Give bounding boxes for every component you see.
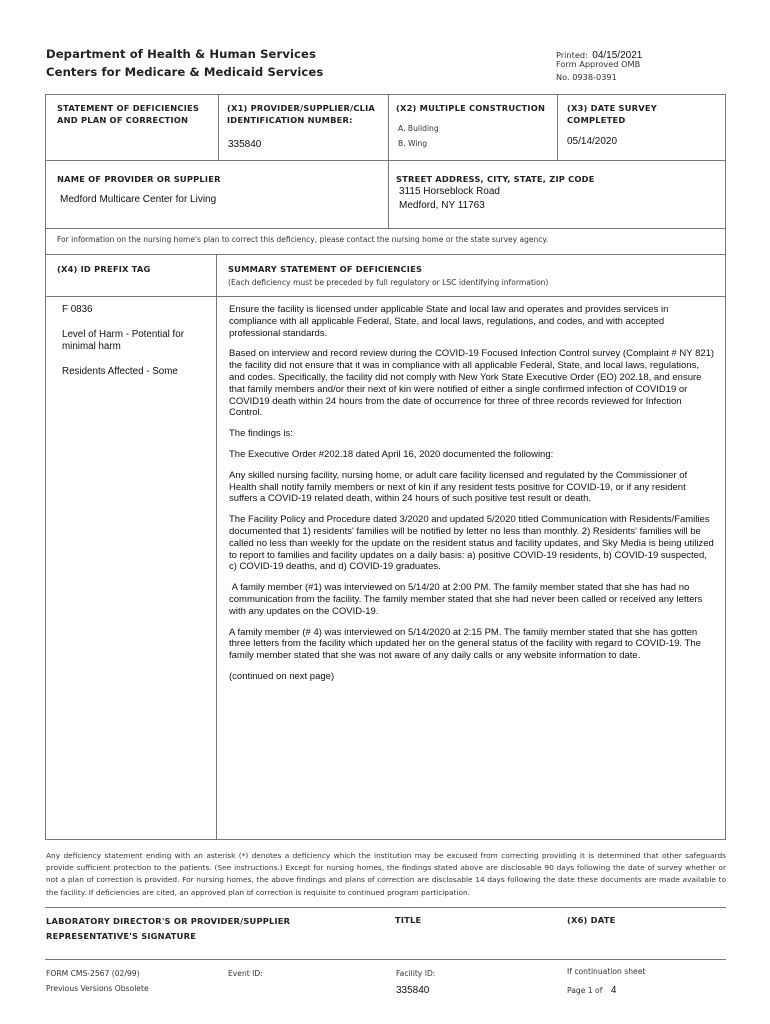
summary-sublabel: (Each deficiency must be preceded by full regulatory or LSC identifying information) (228, 278, 549, 287)
printed-date: 04/15/2021 (592, 50, 643, 61)
column-divider (216, 254, 217, 839)
divider (45, 160, 726, 161)
info-note: For information on the nursing home's plan to correct this deficiency, please contact the nursing home or the state survey agency. (57, 235, 549, 244)
x3-value: 05/14/2020 (567, 136, 618, 147)
deficiency-paragraph: A family member (#1) was interviewed on 5/14/20 at 2:00 PM. The family member stated that she has had no communication from the facility. The family member stated that she had never been called or received any letters with any updates on the COVID-19. (229, 582, 705, 617)
x3-label: (X3) DATE SURVEY COMPLETED (567, 103, 657, 125)
divider (388, 94, 389, 160)
title-label: TITLE (395, 915, 422, 925)
continued-note: (continued on next page) (229, 670, 335, 682)
x1-value: 335840 (228, 139, 262, 150)
summary-label: SUMMARY STATEMENT OF DEFICIENCIES (228, 264, 423, 274)
signature-label: LABORATORY DIRECTOR'S OR PROVIDER/SUPPLIER REPRESENTATIVE'S SIGNATURE (46, 916, 291, 941)
form-approved: Form Approved OMB (556, 59, 641, 69)
tag-id: F 0836 (62, 304, 93, 315)
address-line1: 3115 Horseblock Road (399, 186, 500, 197)
form-left-border (45, 94, 46, 839)
divider (388, 160, 389, 228)
date-label: (X6) DATE (567, 915, 616, 925)
divider (218, 94, 219, 160)
divider (557, 94, 558, 160)
page-total: 4 (610, 985, 617, 996)
divider (45, 228, 726, 229)
x4-label: (X4) ID PREFIX TAG (57, 264, 151, 274)
x2-building: A. Building (398, 124, 439, 133)
divider (45, 907, 726, 908)
deficiency-text (229, 304, 716, 692)
deficiency-paragraph: The Facility Policy and Procedure dated 3/2020 and updated 5/2020 titled Communication with Residents/Families documented that 1) residents' families will be notified by letter no less than monthly. 2) Residents' families will be called no less than weekly for the update on the resident status and facility updates, and Sky Media is being utilized to report to families and facility updates on a daily basis: a) positive COVID-19 residents, b) COVID-19 suspected, c) COVID-19 deaths, and d) COVID-19 graduates. (229, 514, 714, 573)
deficiency-paragraph: Any skilled nursing facility, nursing home, or adult care facility licensed and regulated by the Commissioner of Health shall notify family members or next of kin if any resident tests positive for COVID-19, or if any resident suffers a COVID-19 related death, within 24 hours of such positive test result or death. (229, 469, 688, 505)
provider-label: NAME OF PROVIDER OR SUPPLIER (57, 174, 221, 184)
printed-label: Printed: (556, 50, 588, 60)
divider (45, 959, 726, 960)
form-right-border (725, 94, 726, 839)
form-top-border (45, 94, 726, 95)
page-label: Page 1 of (567, 986, 603, 995)
deficiency-paragraph: Based on interview and record review during the COVID-19 Focused Infection Control survey (Complaint # NY 821) the facility did not ensure that it was in compliance with all applicable Federal, State, and local laws, regulations, and codes. Specifically, the facility did not comply with New York State Executive Order (EO) 202.18, and ensure that family members and/or their next of kin were notified of either a single confirmed infection of COVID19 or COVID19 death within 24 hours from the date of occurrence for three of three records reviewed for Infection Control. (229, 348, 715, 419)
level-of-harm: Level of Harm - Potential for minimal harm (62, 329, 184, 352)
address-label: STREET ADDRESS, CITY, STATE, ZIP CODE (396, 174, 595, 184)
facility-id-label: Facility ID: (396, 969, 436, 978)
x2-wing: B. Wing (398, 139, 428, 148)
deficiency-paragraph: A family member (# 4) was interviewed on 5/14/2020 at 2:15 PM. The family member stated that she has gotten three letters from the facility which updated her on the general status of the facility with regard to COVID-19. The family member stated that she was not aware of any daily calls or any website information to date. (229, 626, 701, 662)
deficiency-paragraph: The Executive Order #202.18 dated April 16, 2020 documented the following: (229, 448, 554, 460)
omb-number: No. 0938-0391 (556, 72, 617, 82)
deficiency-paragraph: The findings is: (229, 428, 293, 440)
divider (45, 296, 726, 297)
disclaimer: Any deficiency statement ending with an asterisk (*) denotes a deficiency which the institution may be excused from correcting providing it is determined that other safeguards provide sufficient protection to the patients. (See instructions.) Except for nursing homes, the findings stated above are disclosable 90 days following the date of survey whether or not a plan of correction is provided. For nursing homes, the above findings and plans of correction are disclosable 14 days following the date these documents are made available to the facility. If deficiencies are cited, an approved plan of correction is requisite to continued program participation. (46, 851, 726, 897)
centers-title: Centers for Medicare & Medicaid Services (46, 65, 324, 79)
continuation-label: If continuation sheet (567, 967, 646, 976)
department-title: Department of Health & Human Services (46, 47, 316, 61)
event-id-label: Event ID: (228, 969, 263, 978)
address-line2: Medford, NY 11763 (399, 200, 485, 211)
facility-id-value: 335840 (396, 985, 430, 996)
divider (45, 254, 726, 255)
deficiency-paragraph: Ensure the facility is licensed under applicable State and local law and operates and provides services in compliance with all applicable Federal, State, and local laws, regulations, and codes, and with accepted professional standards. (229, 304, 669, 339)
residents-affected: Residents Affected - Some (62, 366, 178, 377)
form-id: FORM CMS-2567 (02/99) (46, 969, 140, 978)
previous-versions: Previous Versions Obsolete (46, 984, 149, 993)
x2-label: (X2) MULTIPLE CONSTRUCTION (396, 103, 546, 113)
provider-name: Medford Multicare Center for Living (60, 194, 217, 205)
x1-label: (X1) PROVIDER/SUPPLIER/CLIA IDENTIFICATION NUMBER: (227, 103, 376, 125)
statement-label: STATEMENT OF DEFICIENCIES AND PLAN OF CORRECTION (57, 103, 200, 125)
form-bottom-border (45, 839, 726, 840)
page-number (567, 980, 616, 998)
